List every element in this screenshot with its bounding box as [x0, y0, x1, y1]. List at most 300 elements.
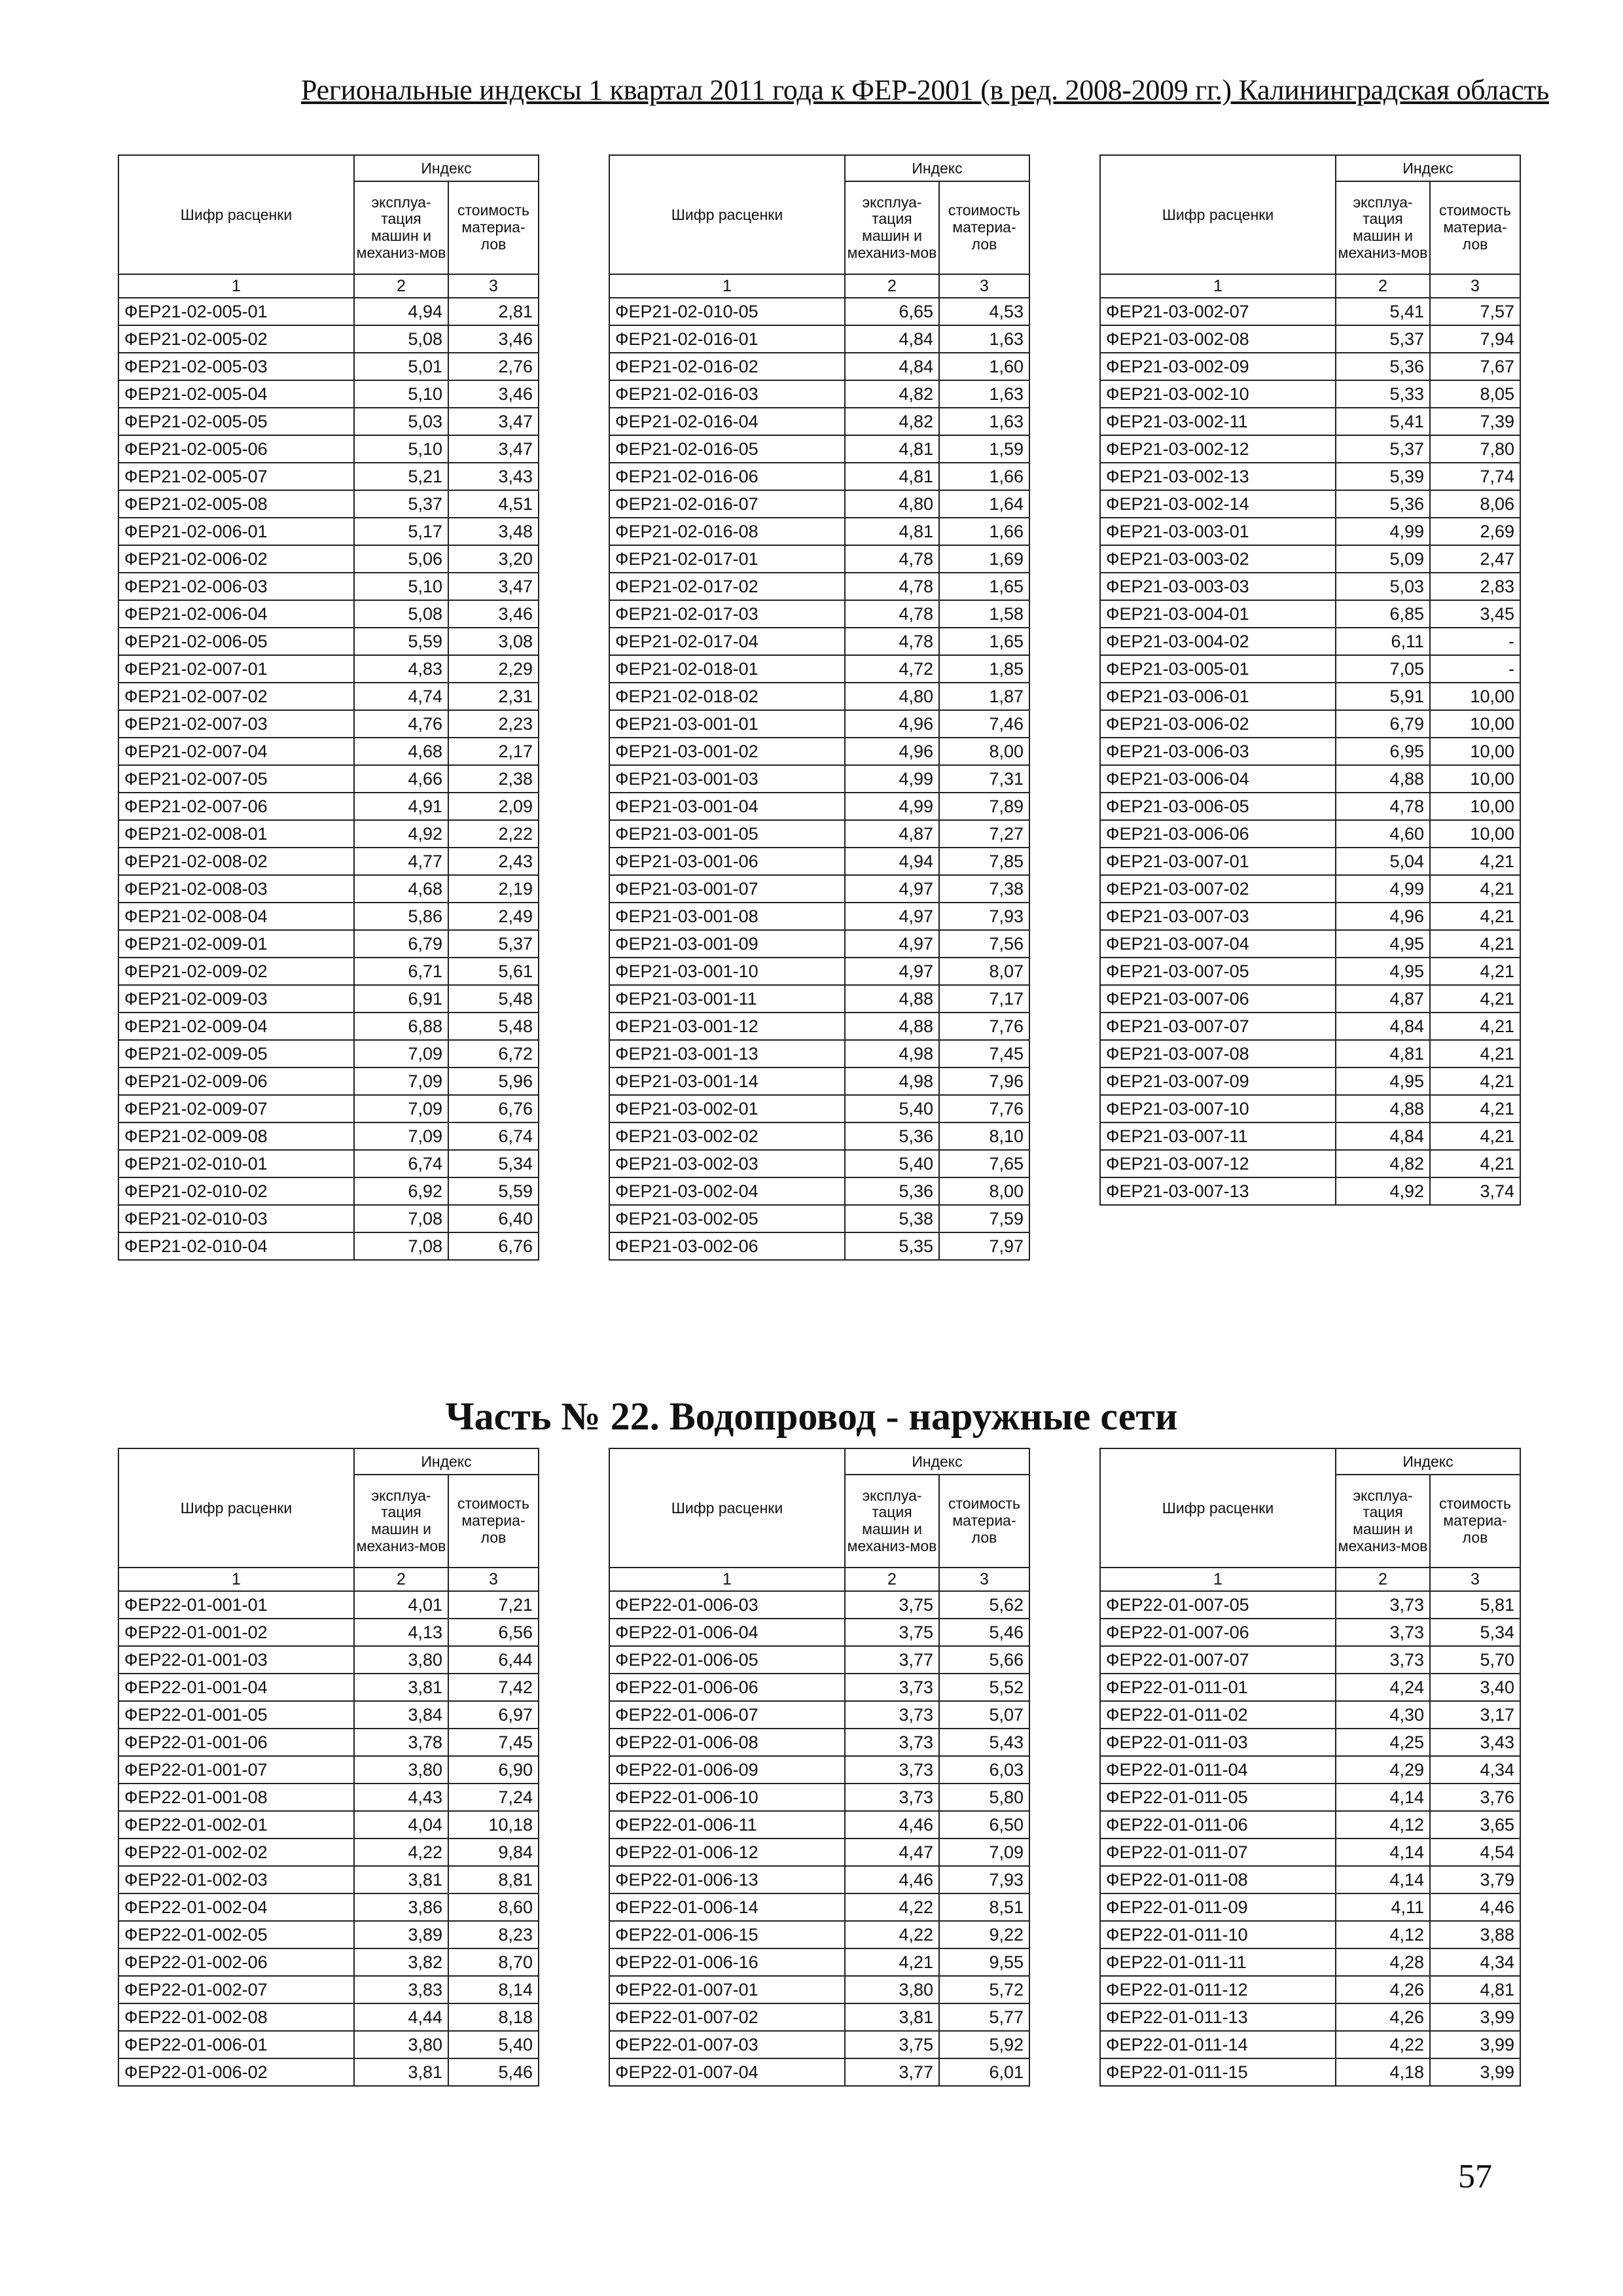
- machines-index: 3,73: [845, 1674, 939, 1701]
- machines-index: 5,33: [1336, 380, 1430, 408]
- machines-index: 5,36: [1336, 353, 1430, 380]
- table-row: [118, 518, 539, 545]
- table-row: [609, 545, 1029, 573]
- header-machines: эксплуа-тация машин и механиз-мов: [845, 1475, 939, 1568]
- table-row: [1100, 1040, 1520, 1067]
- materials-index: 1,65: [939, 628, 1029, 655]
- machines-index: 4,60: [1336, 820, 1430, 848]
- machines-index: 5,36: [845, 1177, 939, 1205]
- rate-code: ФЕР22-01-002-02: [118, 1839, 354, 1866]
- table-row: [1100, 1150, 1520, 1177]
- materials-index: 7,27: [939, 820, 1029, 848]
- table-row: [1100, 545, 1520, 573]
- materials-index: 3,46: [448, 380, 539, 408]
- table-row: [1100, 1839, 1520, 1866]
- materials-index: 6,76: [448, 1232, 539, 1260]
- materials-index: 2,76: [448, 353, 539, 380]
- materials-index: 3,46: [448, 325, 539, 353]
- table-row: [118, 655, 539, 683]
- machines-index: 4,94: [845, 848, 939, 875]
- header-index: Индекс: [1336, 155, 1520, 181]
- table-row: [118, 875, 539, 903]
- table-row: [118, 1040, 539, 1067]
- table-row: [118, 408, 539, 435]
- machines-index: 3,77: [845, 2058, 939, 2086]
- rate-code: ФЕР22-01-001-03: [118, 1646, 354, 1674]
- table-row: [118, 1729, 539, 1756]
- table-row: [609, 1646, 1029, 1674]
- machines-index: 7,09: [354, 1122, 448, 1150]
- header-index: Индекс: [1336, 1448, 1520, 1475]
- header-col-number: 2: [354, 1568, 448, 1591]
- rate-code: ФЕР22-01-007-06: [1100, 1619, 1336, 1646]
- table-row: [118, 1701, 539, 1729]
- machines-index: 4,87: [845, 820, 939, 848]
- machines-index: 3,73: [845, 1784, 939, 1811]
- machines-index: 4,88: [1336, 765, 1430, 793]
- table-row: [1100, 793, 1520, 820]
- machines-index: 5,38: [845, 1205, 939, 1232]
- rate-code: ФЕР22-01-011-09: [1100, 1893, 1336, 1921]
- machines-index: 4,22: [1336, 2031, 1430, 2058]
- table-row: [609, 1122, 1029, 1150]
- table-row: [1100, 353, 1520, 380]
- header-col-number: 1: [609, 1568, 845, 1591]
- machines-index: 3,73: [1336, 1646, 1430, 1674]
- materials-index: 3,74: [1430, 1177, 1520, 1205]
- machines-index: 5,04: [1336, 848, 1430, 875]
- table-row: [118, 490, 539, 518]
- table-row: [1100, 1619, 1520, 1646]
- table-row: [609, 820, 1029, 848]
- rate-code: ФЕР21-02-006-04: [118, 600, 354, 628]
- rate-code: ФЕР21-03-007-09: [1100, 1067, 1336, 1095]
- rate-code: ФЕР21-03-002-10: [1100, 380, 1336, 408]
- header-code: Шифр расценки: [1100, 155, 1336, 274]
- materials-index: 3,79: [1430, 1866, 1520, 1893]
- rate-code: ФЕР21-02-016-05: [609, 435, 845, 463]
- table-row: [1100, 463, 1520, 490]
- table-row: [1100, 1177, 1520, 1205]
- table-row: [1100, 875, 1520, 903]
- machines-index: 4,14: [1336, 1866, 1430, 1893]
- materials-index: 7,56: [939, 930, 1029, 958]
- machines-index: 4,46: [845, 1866, 939, 1893]
- machines-index: 5,36: [1336, 490, 1430, 518]
- rate-code: ФЕР21-02-008-03: [118, 875, 354, 903]
- materials-index: 5,48: [448, 985, 539, 1013]
- machines-index: 5,37: [354, 490, 448, 518]
- machines-index: 4,66: [354, 765, 448, 793]
- table-row: [1100, 1646, 1520, 1674]
- materials-index: 7,85: [939, 848, 1029, 875]
- index-table: [118, 1448, 539, 2087]
- table-row: [118, 1756, 539, 1784]
- machines-index: 4,98: [845, 1067, 939, 1095]
- table-row: [118, 958, 539, 985]
- rate-code: ФЕР21-03-006-03: [1100, 738, 1336, 765]
- machines-index: 4,84: [1336, 1013, 1430, 1040]
- machines-index: 4,97: [845, 958, 939, 985]
- table-row: [118, 1976, 539, 2003]
- table-row: [609, 2031, 1029, 2058]
- rate-code: ФЕР22-01-007-07: [1100, 1646, 1336, 1674]
- materials-index: 7,57: [1430, 298, 1520, 325]
- materials-index: 1,63: [939, 380, 1029, 408]
- machines-index: 4,01: [354, 1591, 448, 1619]
- rate-code: ФЕР22-01-002-03: [118, 1866, 354, 1893]
- rate-code: ФЕР22-01-001-01: [118, 1591, 354, 1619]
- table-row: [118, 738, 539, 765]
- materials-index: 7,74: [1430, 463, 1520, 490]
- rate-code: ФЕР22-01-006-11: [609, 1811, 845, 1839]
- materials-index: 8,70: [448, 1948, 539, 1976]
- header-code: Шифр расценки: [118, 155, 354, 274]
- rate-code: ФЕР21-03-001-12: [609, 1013, 845, 1040]
- machines-index: 6,85: [1336, 600, 1430, 628]
- table-row: [609, 1205, 1029, 1232]
- rate-code: ФЕР21-02-009-05: [118, 1040, 354, 1067]
- header-machines: эксплуа-тация машин и механиз-мов: [1336, 1475, 1430, 1568]
- materials-index: 1,87: [939, 683, 1029, 710]
- rate-code: ФЕР22-01-001-06: [118, 1729, 354, 1756]
- rate-code: ФЕР22-01-011-03: [1100, 1729, 1336, 1756]
- rate-code: ФЕР21-02-006-01: [118, 518, 354, 545]
- rate-code: ФЕР21-02-016-06: [609, 463, 845, 490]
- table-row: [1100, 820, 1520, 848]
- table-row: [118, 463, 539, 490]
- materials-index: 2,09: [448, 793, 539, 820]
- rate-code: ФЕР22-01-006-14: [609, 1893, 845, 1921]
- materials-index: -: [1430, 655, 1520, 683]
- table-row: [118, 1866, 539, 1893]
- machines-index: 4,14: [1336, 1784, 1430, 1811]
- rate-code: ФЕР22-01-006-16: [609, 1948, 845, 1976]
- table-row: [118, 683, 539, 710]
- machines-index: 4,12: [1336, 1811, 1430, 1839]
- materials-index: 7,24: [448, 1784, 539, 1811]
- machines-index: 3,81: [354, 1866, 448, 1893]
- materials-index: 3,47: [448, 573, 539, 600]
- table-row: [118, 1067, 539, 1095]
- table-row: [1100, 1976, 1520, 2003]
- rate-code: ФЕР21-03-001-06: [609, 848, 845, 875]
- machines-index: 4,96: [845, 710, 939, 738]
- materials-index: 4,21: [1430, 875, 1520, 903]
- machines-index: 5,10: [354, 380, 448, 408]
- rate-code: ФЕР21-02-009-02: [118, 958, 354, 985]
- rate-code: ФЕР21-02-010-05: [609, 298, 845, 325]
- machines-index: 4,92: [1336, 1177, 1430, 1205]
- table-row: [118, 435, 539, 463]
- machines-index: 4,47: [845, 1839, 939, 1866]
- materials-index: 4,51: [448, 490, 539, 518]
- rate-code: ФЕР21-02-016-08: [609, 518, 845, 545]
- materials-index: -: [1430, 628, 1520, 655]
- rate-code: ФЕР21-02-016-04: [609, 408, 845, 435]
- rate-code: ФЕР21-02-010-01: [118, 1150, 354, 1177]
- materials-index: 4,81: [1430, 1976, 1520, 2003]
- table-row: [609, 1976, 1029, 2003]
- machines-index: 3,81: [354, 2058, 448, 2086]
- rate-code: ФЕР22-01-007-04: [609, 2058, 845, 2086]
- rate-code: ФЕР22-01-007-01: [609, 1976, 845, 2003]
- table-row: [118, 1232, 539, 1260]
- header-col-number: 1: [118, 1568, 354, 1591]
- table-row: [1100, 848, 1520, 875]
- rate-code: ФЕР21-03-001-14: [609, 1067, 845, 1095]
- materials-index: 4,21: [1430, 1150, 1520, 1177]
- rate-code: ФЕР21-03-001-13: [609, 1040, 845, 1067]
- rate-code: ФЕР21-02-010-04: [118, 1232, 354, 1260]
- machines-index: 5,59: [354, 628, 448, 655]
- machines-index: 4,78: [845, 600, 939, 628]
- materials-index: 6,44: [448, 1646, 539, 1674]
- rate-code: ФЕР21-03-001-05: [609, 820, 845, 848]
- table-row: [118, 848, 539, 875]
- table-row: [1100, 1811, 1520, 1839]
- header-col-number: 1: [1100, 274, 1336, 298]
- rate-code: ФЕР21-03-003-02: [1100, 545, 1336, 573]
- machines-index: 4,97: [845, 903, 939, 930]
- materials-index: 5,52: [939, 1674, 1029, 1701]
- table-row: [609, 1839, 1029, 1866]
- machines-index: 4,46: [845, 1811, 939, 1839]
- materials-index: 7,97: [939, 1232, 1029, 1260]
- machines-index: 5,08: [354, 600, 448, 628]
- table-row: [118, 930, 539, 958]
- table-row: [609, 1013, 1029, 1040]
- rate-code: ФЕР21-02-010-02: [118, 1177, 354, 1205]
- header-index: Индекс: [845, 155, 1029, 181]
- rate-code: ФЕР21-03-002-02: [609, 1122, 845, 1150]
- table-row: [118, 1619, 539, 1646]
- table-row: [118, 1811, 539, 1839]
- machines-index: 3,80: [845, 1976, 939, 2003]
- table-row: [609, 380, 1029, 408]
- table-row: [609, 1948, 1029, 1976]
- rate-code: ФЕР22-01-011-12: [1100, 1976, 1336, 2003]
- table-row: [118, 793, 539, 820]
- header-materials: стоимость материа-лов: [1430, 181, 1520, 274]
- materials-index: 6,72: [448, 1040, 539, 1067]
- rate-code: ФЕР21-03-002-12: [1100, 435, 1336, 463]
- table-row: [609, 738, 1029, 765]
- rate-code: ФЕР22-01-006-02: [118, 2058, 354, 2086]
- table-row: [1100, 380, 1520, 408]
- rate-code: ФЕР21-03-007-06: [1100, 985, 1336, 1013]
- machines-index: 4,80: [845, 490, 939, 518]
- table-row: [1100, 298, 1520, 325]
- materials-index: 1,63: [939, 408, 1029, 435]
- table-row: [118, 1150, 539, 1177]
- machines-index: 7,09: [354, 1040, 448, 1067]
- rate-code: ФЕР21-02-005-01: [118, 298, 354, 325]
- table-row: [1100, 2058, 1520, 2086]
- materials-index: 2,38: [448, 765, 539, 793]
- rate-code: ФЕР21-03-002-06: [609, 1232, 845, 1260]
- materials-index: 10,00: [1430, 683, 1520, 710]
- rate-code: ФЕР21-02-006-02: [118, 545, 354, 573]
- table-row: [118, 1177, 539, 1205]
- materials-index: 4,34: [1430, 1756, 1520, 1784]
- materials-index: 2,83: [1430, 573, 1520, 600]
- materials-index: 5,48: [448, 1013, 539, 1040]
- rate-code: ФЕР22-01-011-14: [1100, 2031, 1336, 2058]
- rate-code: ФЕР21-03-002-01: [609, 1095, 845, 1122]
- machines-index: 4,92: [354, 820, 448, 848]
- table-row: [609, 793, 1029, 820]
- table-row: [1100, 1095, 1520, 1122]
- rate-code: ФЕР21-03-002-13: [1100, 463, 1336, 490]
- rate-code: ФЕР21-03-001-01: [609, 710, 845, 738]
- table-row: [609, 1095, 1029, 1122]
- table-row: [1100, 2003, 1520, 2031]
- materials-index: 4,21: [1430, 1013, 1520, 1040]
- machines-index: 4,91: [354, 793, 448, 820]
- rate-code: ФЕР21-02-005-04: [118, 380, 354, 408]
- rate-code: ФЕР21-03-007-07: [1100, 1013, 1336, 1040]
- table-row: [609, 1040, 1029, 1067]
- materials-index: 1,66: [939, 518, 1029, 545]
- table-row: [1100, 1893, 1520, 1921]
- header-col-number: 2: [845, 1568, 939, 1591]
- table-row: [118, 1591, 539, 1619]
- rate-code: ФЕР21-03-006-01: [1100, 683, 1336, 710]
- rate-code: ФЕР21-03-006-06: [1100, 820, 1336, 848]
- machines-index: 6,91: [354, 985, 448, 1013]
- materials-index: 7,45: [448, 1729, 539, 1756]
- table-row: [609, 1232, 1029, 1260]
- rate-code: ФЕР21-03-002-03: [609, 1150, 845, 1177]
- rate-code: ФЕР21-03-007-02: [1100, 875, 1336, 903]
- rate-code: ФЕР21-03-007-12: [1100, 1150, 1336, 1177]
- machines-index: 4,97: [845, 875, 939, 903]
- rate-code: ФЕР22-01-002-05: [118, 1921, 354, 1948]
- rate-code: ФЕР22-01-006-07: [609, 1701, 845, 1729]
- table-row: [609, 985, 1029, 1013]
- table-row: [1100, 518, 1520, 545]
- machines-index: 4,29: [1336, 1756, 1430, 1784]
- materials-index: 3,43: [1430, 1729, 1520, 1756]
- header-col-number: 2: [1336, 1568, 1430, 1591]
- materials-index: 3,48: [448, 518, 539, 545]
- rate-code: ФЕР21-02-018-02: [609, 683, 845, 710]
- machines-index: 5,03: [354, 408, 448, 435]
- rate-code: ФЕР21-02-009-03: [118, 985, 354, 1013]
- table-row: [118, 325, 539, 353]
- table-row: [609, 628, 1029, 655]
- machines-index: 4,81: [1336, 1040, 1430, 1067]
- table-row: [1100, 1013, 1520, 1040]
- rate-code: ФЕР21-03-003-03: [1100, 573, 1336, 600]
- materials-index: 3,65: [1430, 1811, 1520, 1839]
- materials-index: 4,21: [1430, 1095, 1520, 1122]
- materials-index: 4,53: [939, 298, 1029, 325]
- machines-index: 3,84: [354, 1701, 448, 1729]
- table-row: [118, 353, 539, 380]
- table-row: [1100, 1756, 1520, 1784]
- machines-index: 3,75: [845, 1591, 939, 1619]
- machines-index: 4,97: [845, 930, 939, 958]
- table-row: [609, 2003, 1029, 2031]
- materials-index: 9,84: [448, 1839, 539, 1866]
- table-row: [609, 435, 1029, 463]
- rate-code: ФЕР22-01-011-08: [1100, 1866, 1336, 1893]
- rate-code: ФЕР22-01-007-02: [609, 2003, 845, 2031]
- materials-index: 7,93: [939, 1866, 1029, 1893]
- machines-index: 4,80: [845, 683, 939, 710]
- materials-index: 8,14: [448, 1976, 539, 2003]
- materials-index: 5,40: [448, 2031, 539, 2058]
- rate-code: ФЕР21-03-007-04: [1100, 930, 1336, 958]
- rate-code: ФЕР21-02-005-08: [118, 490, 354, 518]
- materials-index: 1,59: [939, 435, 1029, 463]
- machines-index: 3,82: [354, 1948, 448, 1976]
- rate-code: ФЕР22-01-001-02: [118, 1619, 354, 1646]
- machines-index: 4,82: [1336, 1150, 1430, 1177]
- table-row: [609, 490, 1029, 518]
- materials-index: 6,56: [448, 1619, 539, 1646]
- table-row: [1100, 985, 1520, 1013]
- materials-index: 3,40: [1430, 1674, 1520, 1701]
- table-row: [609, 353, 1029, 380]
- machines-index: 4,43: [354, 1784, 448, 1811]
- header-code: Шифр расценки: [609, 1448, 845, 1568]
- rate-code: ФЕР22-01-006-12: [609, 1839, 845, 1866]
- rate-code: ФЕР21-03-001-03: [609, 765, 845, 793]
- materials-index: 5,59: [448, 1177, 539, 1205]
- materials-index: 6,40: [448, 1205, 539, 1232]
- rate-code: ФЕР21-03-007-05: [1100, 958, 1336, 985]
- materials-index: 2,29: [448, 655, 539, 683]
- table-row: [1100, 655, 1520, 683]
- machines-index: 3,89: [354, 1921, 448, 1948]
- header-machines: эксплуа-тация машин и механиз-мов: [845, 181, 939, 274]
- table-row: [609, 573, 1029, 600]
- table-row: [118, 903, 539, 930]
- machines-index: 4,28: [1336, 1948, 1430, 1976]
- materials-index: 5,92: [939, 2031, 1029, 2058]
- table-row: [118, 573, 539, 600]
- header-index: Индекс: [354, 1448, 539, 1475]
- materials-index: 3,20: [448, 545, 539, 573]
- machines-index: 4,78: [845, 573, 939, 600]
- rate-code: ФЕР22-01-002-04: [118, 1893, 354, 1921]
- materials-index: 5,66: [939, 1646, 1029, 1674]
- machines-index: 5,01: [354, 353, 448, 380]
- rate-code: ФЕР22-01-011-11: [1100, 1948, 1336, 1976]
- table-row: [1100, 1674, 1520, 1701]
- machines-index: 4,83: [354, 655, 448, 683]
- materials-index: 4,21: [1430, 958, 1520, 985]
- machines-index: 3,81: [845, 2003, 939, 2031]
- rate-code: ФЕР21-03-001-11: [609, 985, 845, 1013]
- machines-index: 5,37: [1336, 435, 1430, 463]
- machines-index: 5,39: [1336, 463, 1430, 490]
- machines-index: 5,17: [354, 518, 448, 545]
- materials-index: 10,00: [1430, 710, 1520, 738]
- table-row: [118, 1893, 539, 1921]
- machines-index: 6,79: [1336, 710, 1430, 738]
- machines-index: 4,04: [354, 1811, 448, 1839]
- materials-index: 4,21: [1430, 985, 1520, 1013]
- header-col-number: 1: [118, 274, 354, 298]
- rate-code: ФЕР21-02-008-02: [118, 848, 354, 875]
- machines-index: 4,77: [354, 848, 448, 875]
- materials-index: 8,60: [448, 1893, 539, 1921]
- materials-index: 4,54: [1430, 1839, 1520, 1866]
